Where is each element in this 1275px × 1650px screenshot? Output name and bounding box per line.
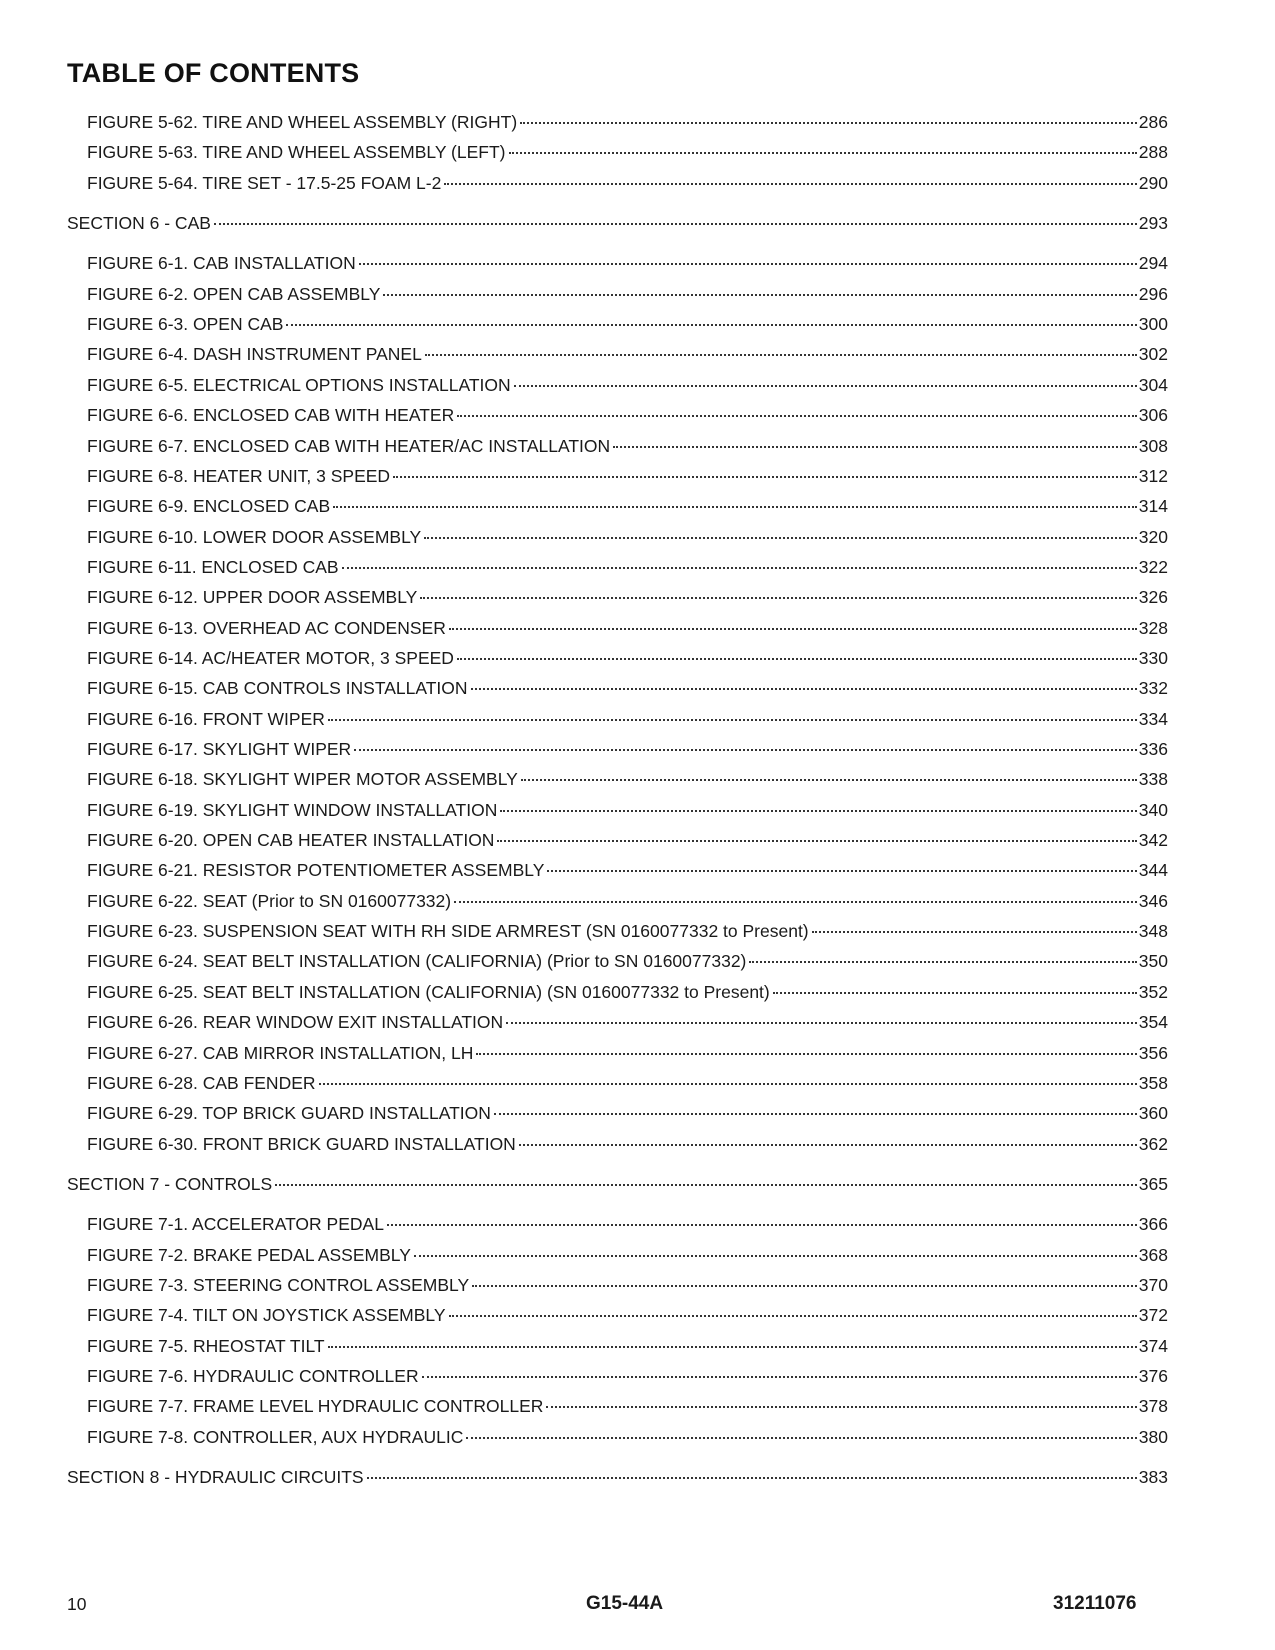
toc-entry-label: FIGURE 6-23. SUSPENSION SEAT WITH RH SIDE ARMREST (SN 0160077332 to Present): [87, 921, 809, 941]
toc-figure-entry[interactable]: [87, 672, 1168, 698]
toc-entry-label: FIGURE 6-22. SEAT (Prior to SN 0160077332): [87, 891, 452, 911]
toc-entry-label: FIGURE 7-1. ACCELERATOR PEDAL: [87, 1214, 384, 1234]
toc-figure-entry[interactable]: [87, 976, 1168, 1002]
dot-leader: [494, 1097, 1137, 1119]
toc-entry-page-number: 326: [1138, 587, 1168, 607]
dot-leader: [420, 581, 1136, 603]
toc-section-entry[interactable]: [67, 207, 1168, 233]
toc-entry-page-number: 338: [1138, 769, 1168, 789]
toc-figure-entry[interactable]: [87, 642, 1168, 668]
toc-entry-page-number: 290: [1138, 173, 1168, 193]
toc-entry-page-number: 328: [1138, 618, 1168, 638]
dot-leader: [497, 824, 1136, 846]
toc-entry-page-number: 356: [1138, 1043, 1168, 1063]
toc-entry-label: FIGURE 6-2. OPEN CAB ASSEMBLY: [87, 284, 381, 304]
toc-entry-page-number: 354: [1138, 1012, 1168, 1032]
toc-entry-page-number: 314: [1138, 496, 1168, 516]
dot-leader: [521, 763, 1137, 785]
toc-entry-page-number: 308: [1138, 436, 1168, 456]
dot-leader: [773, 976, 1137, 998]
toc-entry-page-number: 296: [1138, 284, 1168, 304]
dot-leader: [328, 703, 1137, 725]
toc-entry-label: FIGURE 5-62. TIRE AND WHEEL ASSEMBLY (RIGHT): [87, 112, 518, 132]
toc-entry-page-number: 294: [1138, 253, 1168, 273]
dot-leader: [367, 1461, 1137, 1483]
dot-leader: [471, 672, 1137, 694]
toc-entry-label: FIGURE 6-5. ELECTRICAL OPTIONS INSTALLATION: [87, 375, 511, 395]
toc-entry-page-number: 332: [1138, 678, 1168, 698]
toc-entry-page-number: 340: [1138, 800, 1168, 820]
dot-leader: [509, 136, 1137, 158]
toc-entry-page-number: 374: [1138, 1336, 1168, 1356]
toc-entry-label: FIGURE 6-13. OVERHEAD AC CONDENSER: [87, 618, 446, 638]
dot-leader: [387, 1208, 1137, 1230]
dot-leader: [520, 106, 1137, 128]
dot-leader: [319, 1067, 1137, 1089]
toc-figure-entry[interactable]: [87, 106, 1168, 132]
toc-entry-page-number: 330: [1138, 648, 1168, 668]
toc-entry-label: FIGURE 6-6. ENCLOSED CAB WITH HEATER: [87, 405, 455, 425]
toc-entry-label: FIGURE 6-25. SEAT BELT INSTALLATION (CALIFORNIA) (SN 0160077332 to Present): [87, 982, 770, 1002]
toc-figure-entry[interactable]: [87, 915, 1168, 941]
toc-figure-entry[interactable]: [87, 369, 1168, 395]
toc-entry-label: FIGURE 6-21. RESISTOR POTENTIOMETER ASSEMBLY: [87, 860, 545, 880]
toc-entry-page-number: 334: [1138, 709, 1168, 729]
dot-leader: [214, 207, 1137, 229]
toc-entry-label: FIGURE 7-5. RHEOSTAT TILT: [87, 1336, 325, 1356]
toc-entry-label: FIGURE 6-27. CAB MIRROR INSTALLATION, LH: [87, 1043, 474, 1063]
toc-entry-page-number: 342: [1138, 830, 1168, 850]
toc-entry-page-number: 293: [1138, 213, 1168, 233]
toc-figure-entry[interactable]: [87, 136, 1168, 162]
toc-section-entry[interactable]: [67, 1168, 1168, 1194]
dot-leader: [359, 247, 1137, 269]
toc-figure-entry[interactable]: [87, 278, 1168, 304]
toc-entry-page-number: 366: [1138, 1214, 1168, 1234]
toc-entry-label: FIGURE 6-26. REAR WINDOW EXIT INSTALLATION: [87, 1012, 504, 1032]
dot-leader: [424, 521, 1137, 543]
dot-leader: [472, 1269, 1137, 1291]
dot-leader: [444, 167, 1136, 189]
toc-figure-entry[interactable]: [87, 1006, 1168, 1032]
toc-figure-entry[interactable]: [87, 460, 1168, 486]
toc-entry-label: FIGURE 6-17. SKYLIGHT WIPER: [87, 739, 352, 759]
footer-model: G15-44A: [586, 1593, 664, 1614]
toc-entry-page-number: 304: [1138, 375, 1168, 395]
toc-figure-entry[interactable]: [87, 854, 1168, 880]
toc-entry-label: FIGURE 6-16. FRONT WIPER: [87, 709, 325, 729]
toc-figure-entry[interactable]: [87, 1330, 1168, 1356]
toc-figure-entry[interactable]: [87, 1208, 1168, 1234]
toc-entry-page-number: 372: [1138, 1305, 1168, 1325]
toc-figure-entry[interactable]: [87, 703, 1168, 729]
toc-figure-entry[interactable]: [87, 338, 1168, 364]
dot-leader: [500, 794, 1136, 816]
toc-entry-page-number: 378: [1138, 1396, 1168, 1416]
dot-leader: [466, 1421, 1136, 1443]
toc-entry-label: FIGURE 6-15. CAB CONTROLS INSTALLATION: [87, 678, 468, 698]
toc-entry-page-number: 360: [1138, 1103, 1168, 1123]
dot-leader: [457, 399, 1137, 421]
toc-figure-entry[interactable]: [87, 1421, 1168, 1447]
toc-entry-page-number: 320: [1138, 527, 1168, 547]
toc-figure-entry[interactable]: [87, 1269, 1168, 1295]
dot-leader: [457, 642, 1137, 664]
toc-figure-entry[interactable]: [87, 581, 1168, 607]
toc-entry-label: SECTION 8 - HYDRAULIC CIRCUITS: [67, 1467, 364, 1487]
toc-entry-label: FIGURE 6-4. DASH INSTRUMENT PANEL: [87, 344, 422, 364]
dot-leader: [449, 1299, 1137, 1321]
footer-doc-number: 31211076: [1053, 1593, 1137, 1614]
dot-leader: [286, 308, 1136, 330]
toc-figure-entry[interactable]: [87, 247, 1168, 273]
toc-figure-entry[interactable]: [87, 733, 1168, 759]
toc-figure-entry[interactable]: [87, 763, 1168, 789]
dot-leader: [547, 854, 1136, 876]
dot-leader: [328, 1330, 1137, 1352]
toc-entry-page-number: 362: [1138, 1134, 1168, 1154]
toc-figure-entry[interactable]: [87, 885, 1168, 911]
toc-entry-label: FIGURE 6-8. HEATER UNIT, 3 SPEED: [87, 466, 391, 486]
toc-entry-label: FIGURE 6-7. ENCLOSED CAB WITH HEATER/AC INSTALLATION: [87, 436, 611, 456]
toc-section-entry[interactable]: [67, 1461, 1168, 1487]
toc-entry-page-number: 348: [1138, 921, 1168, 941]
toc-entry-label: FIGURE 6-9. ENCLOSED CAB: [87, 496, 331, 516]
dot-leader: [422, 1360, 1137, 1382]
dot-leader: [454, 885, 1137, 907]
toc-figure-entry[interactable]: [87, 399, 1168, 425]
toc-entry-label: FIGURE 7-4. TILT ON JOYSTICK ASSEMBLY: [87, 1305, 446, 1325]
toc-entry-page-number: 365: [1138, 1174, 1168, 1194]
toc-figure-entry[interactable]: [87, 794, 1168, 820]
toc-figure-entry[interactable]: [87, 1067, 1168, 1093]
toc-entry-label: SECTION 6 - CAB: [67, 213, 211, 233]
dot-leader: [546, 1390, 1136, 1412]
toc-entry-label: FIGURE 6-12. UPPER DOOR ASSEMBLY: [87, 587, 418, 607]
dot-leader: [613, 430, 1137, 452]
toc-figure-entry[interactable]: [87, 1037, 1168, 1063]
dot-leader: [514, 369, 1137, 391]
toc-entry-label: FIGURE 5-64. TIRE SET - 17.5-25 FOAM L-2: [87, 173, 442, 193]
toc-figure-entry[interactable]: [87, 167, 1168, 193]
toc-entry-label: FIGURE 6-28. CAB FENDER: [87, 1073, 316, 1093]
dot-leader: [342, 551, 1137, 573]
toc-figure-entry[interactable]: [87, 824, 1168, 850]
toc-entry-label: FIGURE 6-10. LOWER DOOR ASSEMBLY: [87, 527, 422, 547]
toc-entry-label: SECTION 7 - CONTROLS: [67, 1174, 273, 1194]
toc-figure-entry[interactable]: [87, 430, 1168, 456]
toc-figure-entry[interactable]: [87, 490, 1168, 516]
toc-entry-label: FIGURE 6-19. SKYLIGHT WINDOW INSTALLATION: [87, 800, 498, 820]
toc-entry-page-number: 302: [1138, 344, 1168, 364]
toc-entry-page-number: 336: [1138, 739, 1168, 759]
toc-entry-page-number: 352: [1138, 982, 1168, 1002]
toc-entry-label: FIGURE 6-24. SEAT BELT INSTALLATION (CALIFORNIA) (Prior to SN 0160077332): [87, 951, 747, 971]
toc-figure-entry[interactable]: [87, 308, 1168, 334]
dot-leader: [476, 1037, 1136, 1059]
dot-leader: [519, 1128, 1137, 1150]
toc-figure-entry[interactable]: [87, 551, 1168, 577]
toc-figure-entry[interactable]: [87, 1390, 1168, 1416]
toc-entry-label: FIGURE 6-1. CAB INSTALLATION: [87, 253, 356, 273]
toc-entry-page-number: 344: [1138, 860, 1168, 880]
toc-entry-page-number: 306: [1138, 405, 1168, 425]
toc-figure-entry[interactable]: [87, 612, 1168, 638]
toc-entry-page-number: 350: [1138, 951, 1168, 971]
toc-entry-label: FIGURE 6-29. TOP BRICK GUARD INSTALLATION: [87, 1103, 491, 1123]
toc-entry-page-number: 346: [1138, 891, 1168, 911]
toc-entry-label: FIGURE 6-3. OPEN CAB: [87, 314, 284, 334]
toc-figure-entry[interactable]: [87, 1299, 1168, 1325]
toc-entry-page-number: 358: [1138, 1073, 1168, 1093]
toc-entry-page-number: 383: [1138, 1467, 1168, 1487]
dot-leader: [393, 460, 1137, 482]
toc-figure-entry[interactable]: [87, 945, 1168, 971]
toc-figure-entry[interactable]: [87, 521, 1168, 547]
dot-leader: [383, 278, 1136, 300]
footer-page-number: 10: [67, 1594, 87, 1614]
toc-entry-page-number: 376: [1138, 1366, 1168, 1386]
toc-entry-label: FIGURE 7-7. FRAME LEVEL HYDRAULIC CONTROLLER: [87, 1396, 544, 1416]
toc-entry-label: FIGURE 6-20. OPEN CAB HEATER INSTALLATION: [87, 830, 495, 850]
dot-leader: [425, 338, 1137, 360]
toc-entry-label: FIGURE 6-18. SKYLIGHT WIPER MOTOR ASSEMBLY: [87, 769, 518, 789]
toc-entry-label: FIGURE 7-3. STEERING CONTROL ASSEMBLY: [87, 1275, 470, 1295]
dot-leader: [812, 915, 1137, 937]
dot-leader: [354, 733, 1137, 755]
toc-entry-label: FIGURE 6-14. AC/HEATER MOTOR, 3 SPEED: [87, 648, 454, 668]
toc-entry-page-number: 380: [1138, 1427, 1168, 1447]
toc-figure-entry[interactable]: [87, 1097, 1168, 1123]
dot-leader: [449, 612, 1137, 634]
toc-figure-entry[interactable]: [87, 1360, 1168, 1386]
toc-entry-page-number: 300: [1138, 314, 1168, 334]
toc-entry-page-number: 322: [1138, 557, 1168, 577]
toc-entry-label: FIGURE 7-8. CONTROLLER, AUX HYDRAULIC: [87, 1427, 464, 1447]
toc-entry-label: FIGURE 6-30. FRONT BRICK GUARD INSTALLATION: [87, 1134, 516, 1154]
toc-entry-label: FIGURE 7-2. BRAKE PEDAL ASSEMBLY: [87, 1245, 411, 1265]
dot-leader: [275, 1168, 1137, 1190]
dot-leader: [506, 1006, 1137, 1028]
page-title: TABLE OF CONTENTS: [67, 58, 360, 88]
toc-entry-label: FIGURE 7-6. HYDRAULIC CONTROLLER: [87, 1366, 419, 1386]
toc-figure-entry[interactable]: [87, 1239, 1168, 1265]
toc-entry-page-number: 368: [1138, 1245, 1168, 1265]
toc-figure-entry[interactable]: [87, 1128, 1168, 1154]
toc-entry-page-number: 288: [1138, 142, 1168, 162]
dot-leader: [749, 945, 1136, 967]
toc-entry-page-number: 312: [1138, 466, 1168, 486]
dot-leader: [333, 490, 1137, 512]
toc-entry-page-number: 370: [1138, 1275, 1168, 1295]
toc-entry-page-number: 286: [1138, 112, 1168, 132]
toc-entry-label: FIGURE 5-63. TIRE AND WHEEL ASSEMBLY (LEFT): [87, 142, 506, 162]
toc-entry-label: FIGURE 6-11. ENCLOSED CAB: [87, 557, 339, 577]
dot-leader: [414, 1239, 1137, 1261]
